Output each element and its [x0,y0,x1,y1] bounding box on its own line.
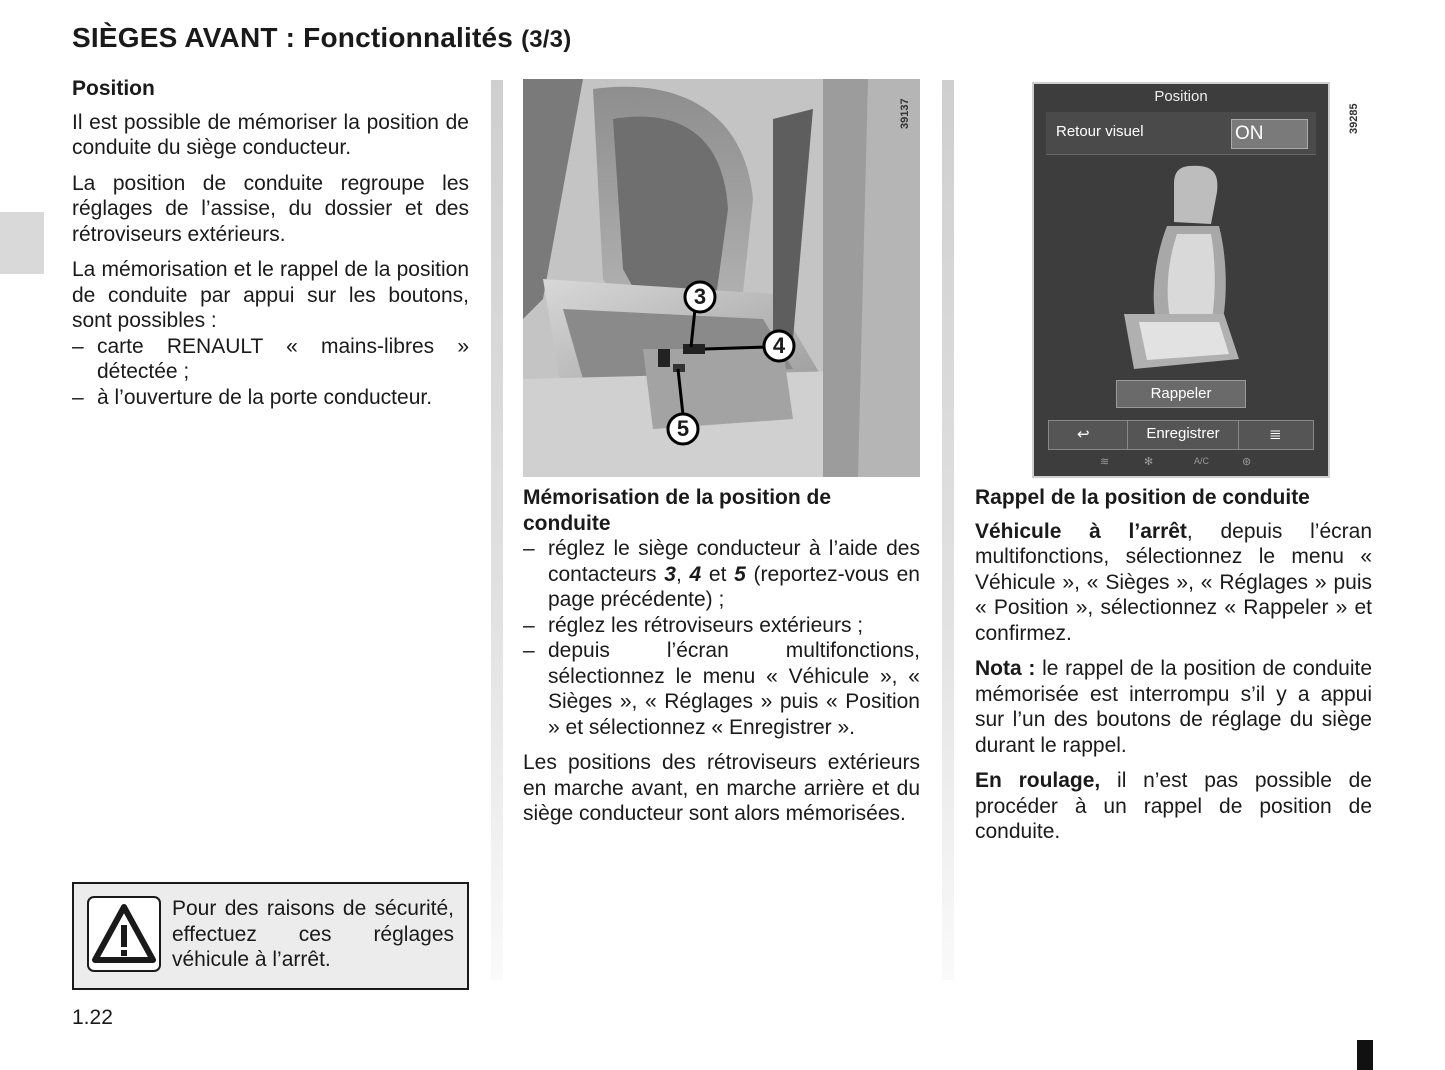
warning-triangle-icon [87,896,161,972]
callout-3: 3 [693,284,707,309]
save-button[interactable]: Enregistrer [1127,421,1239,449]
column-rappel [975,485,1372,855]
screen-code: 39285 [1348,103,1360,134]
visual-feedback-label: Retour visuel [1056,123,1144,140]
page-title-suffix: (3/3) [521,26,572,53]
seat-controls-photo [523,79,920,477]
list-item: – carte RENAULT « mains-libres » détectée ; [72,334,469,383]
page-title: SIÈGES AVANT : Fonctionnalités (3/3) [72,22,572,53]
photo-code: 39137 [899,98,911,129]
recall-button[interactable]: Rappeler [1116,380,1246,408]
position-heading: Position [72,77,155,100]
seat-heat-icon[interactable]: ≋ [1100,456,1110,468]
safety-warning-box [72,882,469,990]
memorisation-conclusion: Les positions des rétroviseurs extérieurs en marche avant, en marche arrière et du siège conducteur sont alors mémorisées. [523,751,920,825]
back-arrow-icon[interactable]: ↩ [1077,426,1090,443]
page-number: 1.22 [72,1006,113,1029]
fan-icon[interactable]: ✻ [1144,456,1154,468]
list-item: – depuis l’écran multifonctions, sélectionnez le menu « Véhicule », « Sièges », « Réglages » puis « Position » et sélectionnez « Enregistrer ». [523,639,920,739]
multimedia-screen [1032,82,1330,478]
bottom-bar [1048,420,1314,450]
page-edge-marker [1357,1040,1373,1070]
list-icon[interactable]: ≣ [1269,426,1282,443]
column-separator [942,80,954,980]
list-item: – réglez le siège conducteur à l’aide des contacteurs 3, 4 et 5 (reportez-vous en page précédente) ; [523,537,920,611]
callout-4: 4 [772,333,786,358]
column-separator [491,80,503,980]
visual-feedback-row[interactable] [1046,112,1316,155]
ac-icon[interactable]: A/C [1194,456,1210,466]
safety-warning-text: Pour des raisons de sécurité, effectuez ces réglages véhicule à l’arrêt. [172,897,454,971]
screen-title: Position [1154,88,1208,105]
memorisation-list [523,536,920,740]
list-item: – réglez les rétroviseurs extérieurs ; [523,613,864,637]
visual-feedback-toggle[interactable]: ON [1231,119,1308,149]
rappel-heading: Rappel de la position de conduite [975,486,1310,509]
rappel-driving: En roulage, il n’est pas possible de procéder à un rappel de position de conduite. [975,769,1372,843]
memorisation-heading: Mémorisation de la position de conduite [523,486,832,535]
climate-bar [1034,452,1328,474]
column-position [72,76,469,420]
list-item: – à l’ouverture de la porte conducteur. [72,385,433,409]
position-list [72,334,469,411]
position-paragraph-1: Il est possible de mémoriser la position de conduite du siège conducteur. [72,110,469,159]
position-paragraph-3: La mémorisation et le rappel de la position de conduite par appui sur les boutons, sont possibles : [72,258,469,332]
rappel-note: Nota : le rappel de la position de conduite mémorisée est interrompu s’il y a appui sur l’un des boutons de réglage du siège durant le rappel. [975,657,1372,757]
auto-icon[interactable]: ⊛ [1242,456,1252,468]
column-memorisation [523,485,920,837]
section-tab [0,212,44,274]
callout-5: 5 [676,416,690,441]
position-paragraph-2: La position de conduite regroupe les réglages de l’assise, du dossier et des rétroviseurs extérieurs. [72,171,469,246]
rappel-paragraph-1: Véhicule à l’arrêt, depuis l’écran multifonctions, sélectionnez le menu « Véhicule », « Sièges », « Réglages » puis « Position », sélectionnez « Rappeler » et confirmez. [975,519,1372,645]
seat-illustration [1119,164,1249,374]
